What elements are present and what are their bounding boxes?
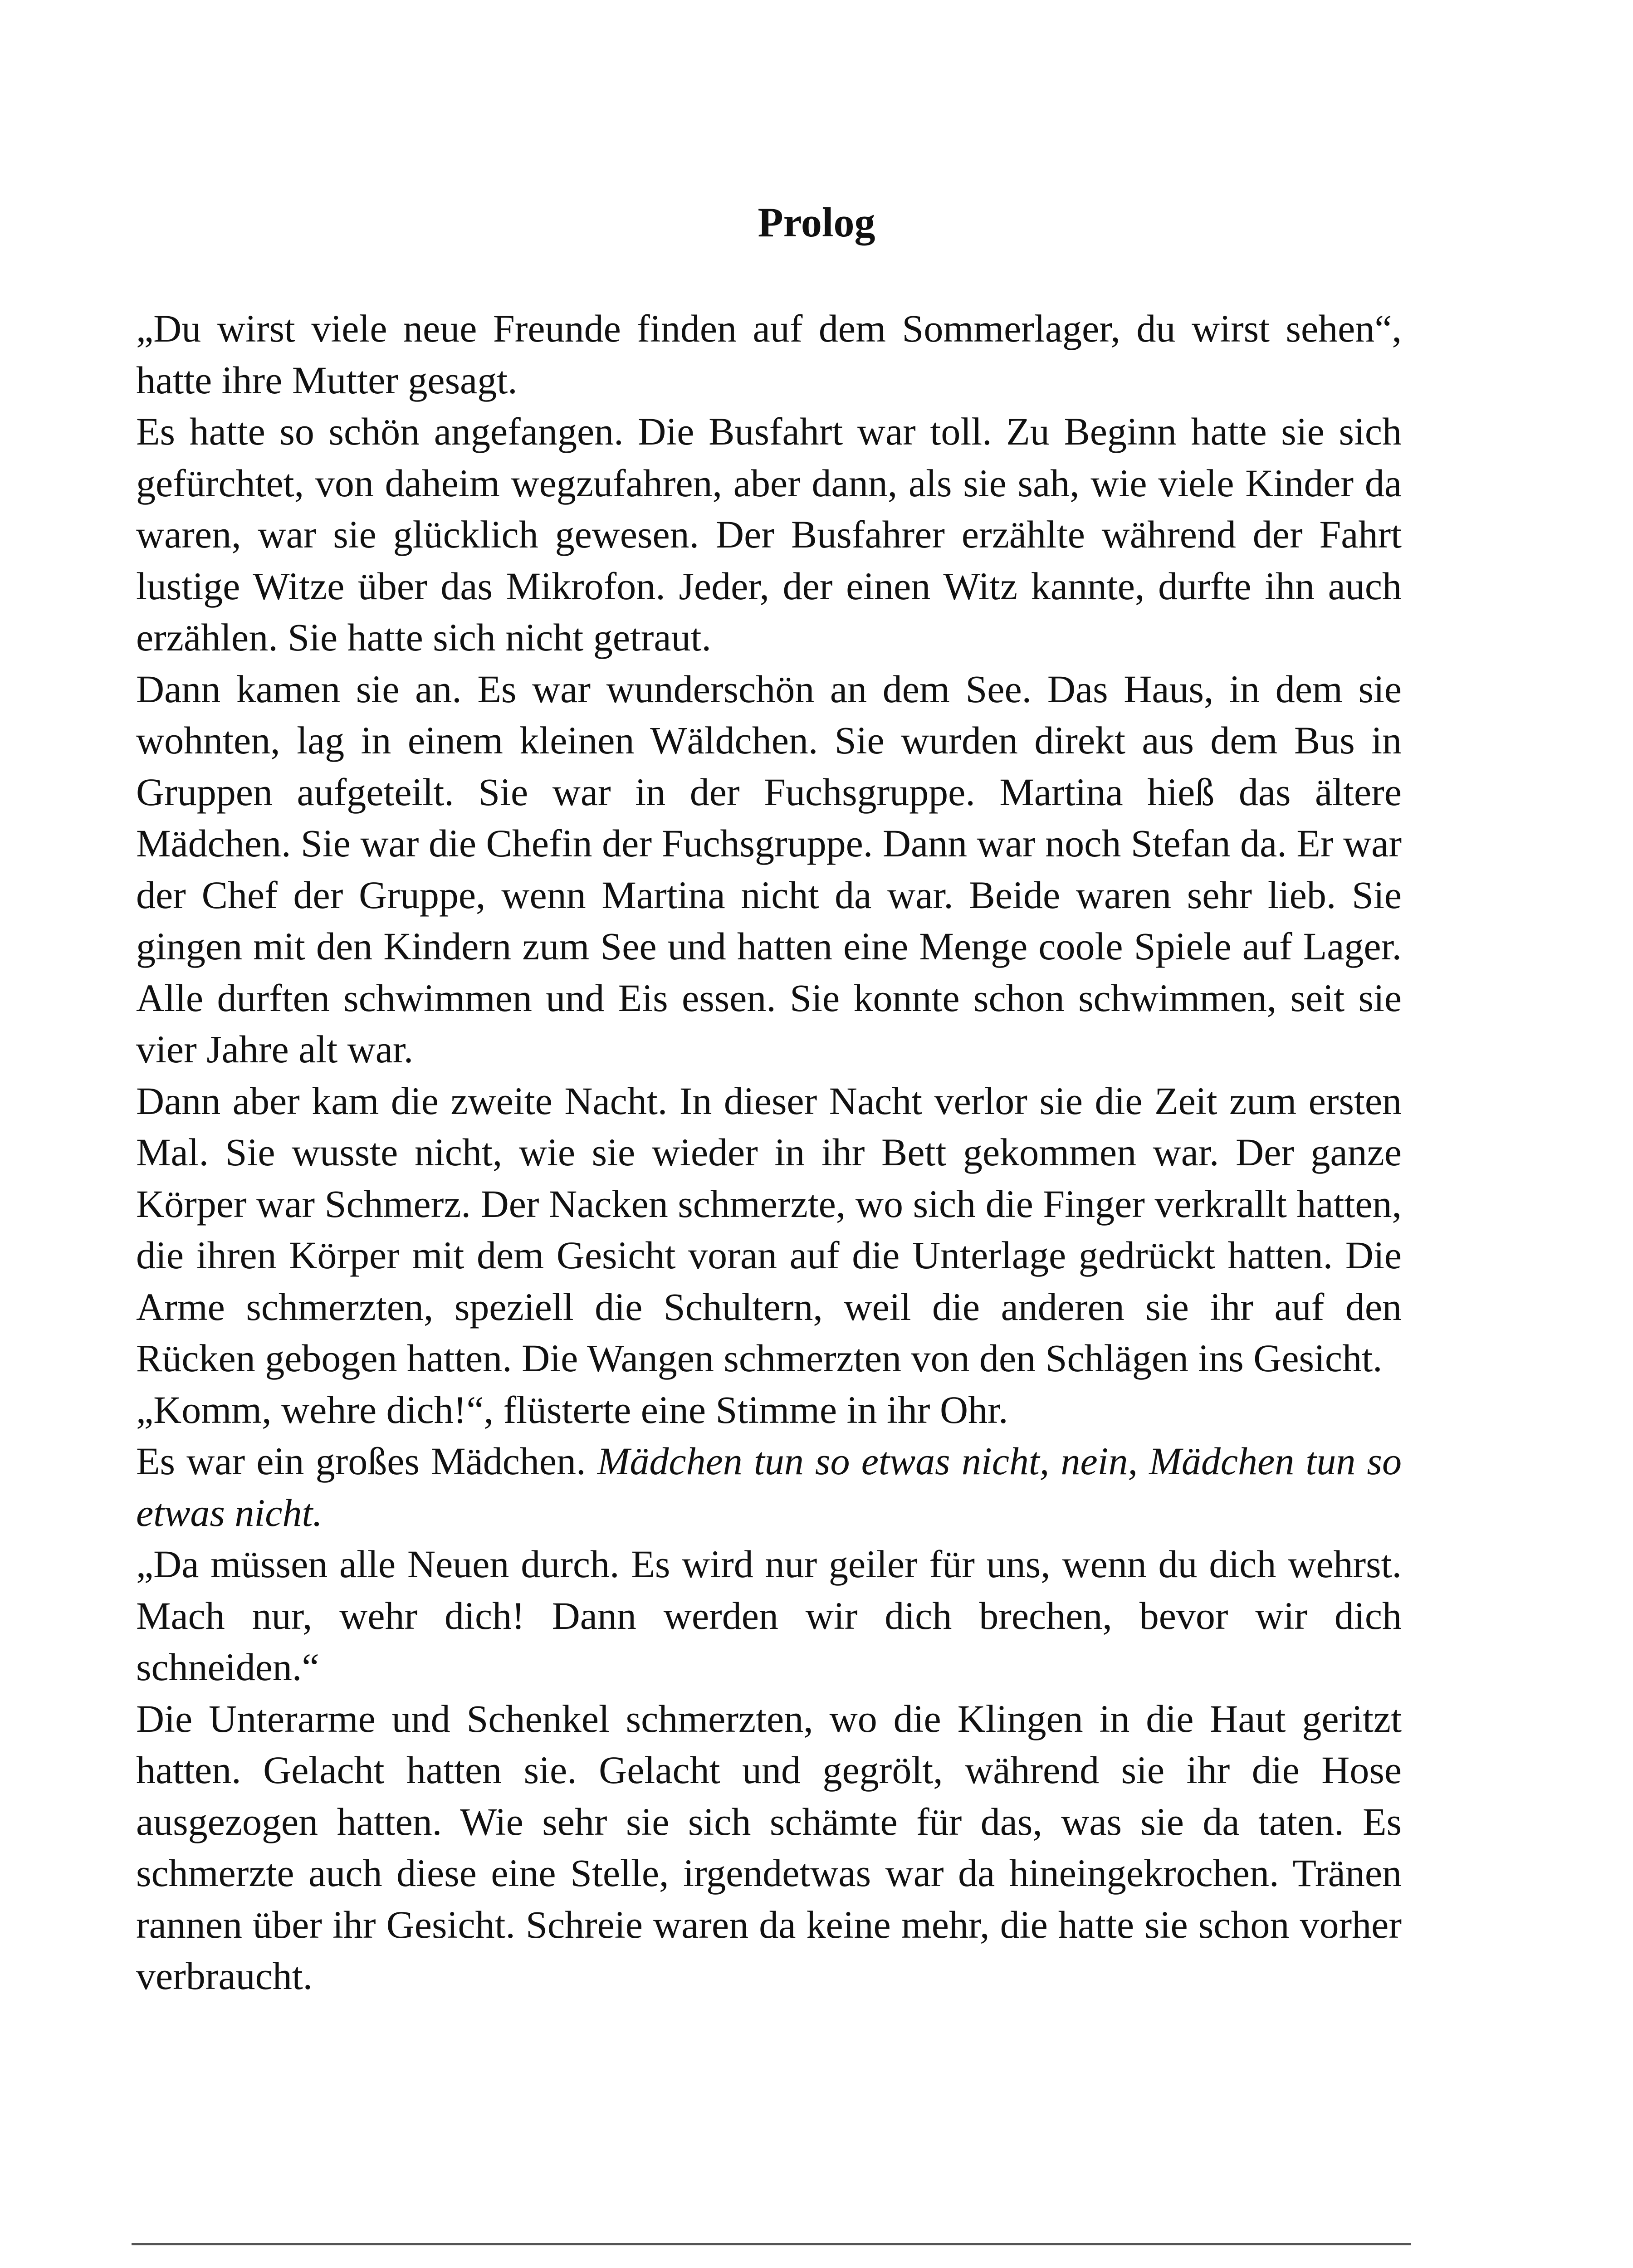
page-title: Prolog bbox=[758, 199, 875, 245]
paragraph: Dann aber kam die zweite Nacht. In dieser Nacht verlor sie die Zeit zum ersten Mal. Sie wusste nicht, wie sie wieder in ihr Bett gekommen war. Der ganze Körper war Schmerz. Der Nacken schmerzte, wo sich die Finger verkrallt hatten, die ihren Körper mit dem Gesicht voran auf die Unterlage gedrückt hatten. Die Arme schmerzten, speziell die Schultern, weil die anderen sie ihr auf den Rücken gebogen hatten. Die Wangen schmerzten von den Schlägen ins Gesicht. bbox=[136, 1079, 1402, 1380]
paragraph: „Da müssen alle Neuen durch. Es wird nur geiler für uns, wenn du dich wehrst. Mach nur, wehr dich! Dann werden wir dich brechen, bevor wir dich schneiden.“ bbox=[136, 1542, 1402, 1689]
paragraph: „Komm, wehre dich!“, flüsterte eine Stimme in ihr Ohr. bbox=[136, 1388, 1008, 1432]
body-text bbox=[136, 303, 1402, 2002]
paragraph: „Du wirst viele neue Freunde finden auf dem Sommerlager, du wirst sehen“, hatte ihre Mutter gesagt. bbox=[136, 307, 1402, 402]
footer-rule bbox=[132, 2243, 1411, 2245]
paragraph-plain-text: Es war ein großes Mädchen. bbox=[136, 1439, 597, 1483]
paragraph-italic-text: Mädchen tun so etwas nicht, nein, Mädchen tun so etwas nicht. bbox=[136, 1439, 1402, 1535]
paragraph: Dann kamen sie an. Es war wunderschön an dem See. Das Haus, in dem sie wohnten, lag in einem kleinen Wäldchen. Sie wurden direkt aus dem Bus in Gruppen aufgeteilt. Sie war in der Fuchsgruppe. Martina hieß das ältere Mädchen. Sie war die Chefin der Fuchsgruppe. Dann war noch Stefan da. Er war der Chef der Gruppe, wenn Martina nicht da war. Beide waren sehr lieb. Sie gingen mit den Kindern zum See und hatten eine Menge coole Spiele auf Lager. Alle durften schwimmen und Eis essen. Sie konnte schon schwimmen, seit sie vier Jahre alt war. bbox=[136, 667, 1402, 1071]
paragraph: Es hatte so schön angefangen. Die Busfahrt war toll. Zu Beginn hatte sie sich gefürchtet, von daheim wegzufahren, aber dann, als sie sah, wie viele Kinder da waren, war sie glücklich gewesen. Der Busfahrer erzählte während der Fahrt lustige Witze über das Mikrofon. Jeder, der einen Witz kannte, durfte ihn auch erzählen. Sie hatte sich nicht getraut. bbox=[136, 410, 1402, 659]
paragraph: Die Unterarme und Schenkel schmerzten, wo die Klingen in die Haut geritzt hatten. Gelacht hatten sie. Gelacht und gegrölt, während sie ihr die Hose ausgezogen hatten. Wie sehr sie sich schämte für das, was sie da taten. Es schmerzte auch diese eine Stelle, irgendetwas war da hineingekrochen. Tränen rannen über ihr Gesicht. Schreie waren da keine mehr, die hatte sie schon vorher verbraucht. bbox=[136, 1696, 1402, 1998]
paragraph-mixed bbox=[136, 1436, 1402, 1539]
